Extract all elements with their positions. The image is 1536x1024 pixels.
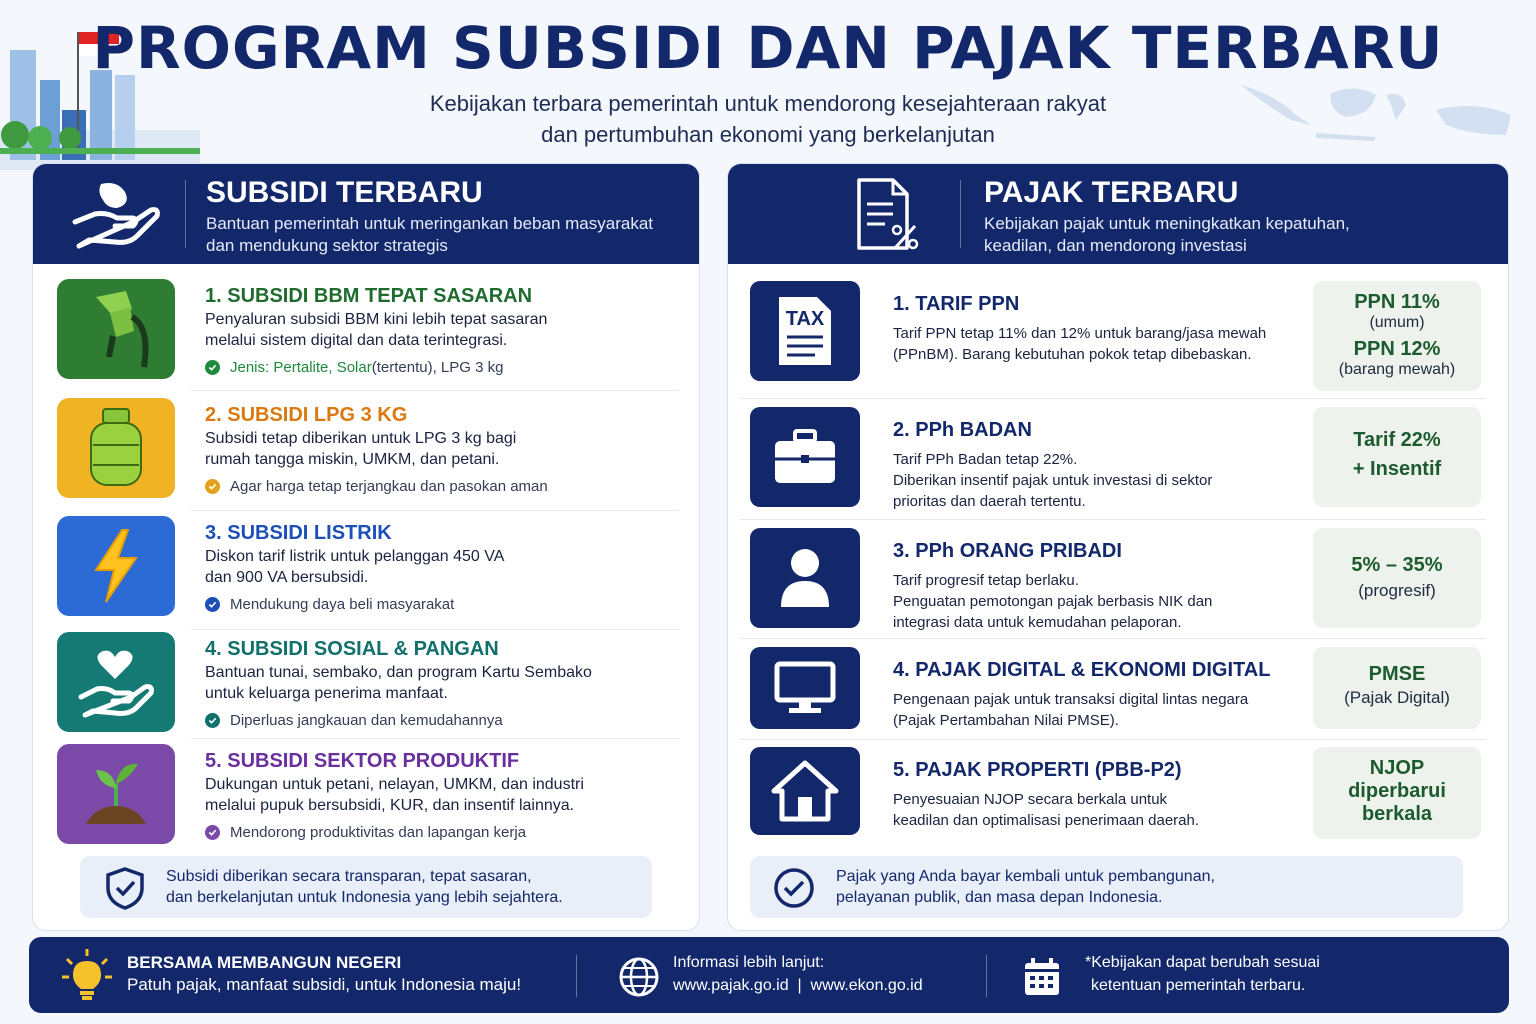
pajak-item-ppn (750, 281, 1490, 393)
note-highlight: Jenis: Pertalite, Solar (230, 359, 372, 376)
rate-badge (1313, 647, 1481, 729)
item-divider (740, 519, 1486, 520)
desc-line: Penyesuaian NJOP secara berkala untuk (893, 791, 1168, 808)
check-circle-icon (205, 713, 220, 728)
rate-badge (1313, 407, 1481, 507)
item-divider (191, 510, 679, 511)
desc-line: melalui pupuk bersubsidi, KUR, dan insentif lainnya. (205, 797, 575, 814)
item-divider (191, 738, 679, 739)
item-description (893, 570, 1293, 633)
tax-document-icon (750, 281, 860, 381)
pajak-item-digital (750, 647, 1490, 759)
subsidi-item-listrik (57, 516, 679, 622)
disclaimer-line: *Kebijakan dapat berubah sesuai (1085, 954, 1320, 971)
badge-note: (progresif) (1358, 581, 1436, 600)
footer-text (836, 866, 1215, 908)
badge-value: 5% – 35% (1351, 554, 1443, 576)
sprout-icon (57, 744, 175, 844)
footer-line: Subsidi diberikan secara transparan, tepat sasaran, (166, 868, 532, 885)
desc-line: melalui sistem digital dan data terintegrasi. (205, 332, 508, 349)
note-text: (tertentu), LPG 3 kg (371, 359, 504, 376)
hand-giving-icon (55, 176, 175, 252)
desc-line: Tarif PPN tetap 11% dan 12% untuk barang/jasa mewah (893, 325, 1267, 342)
item-description (205, 774, 675, 816)
footer-line: dan berkelanjutan untuk Indonesia yang lebih sejahtera. (166, 889, 563, 906)
desc-line: Kebijakan pajak untuk meningkatkan kepatuhan, (984, 214, 1350, 233)
monitor-icon (750, 647, 860, 729)
badge-note: (umum) (1369, 314, 1425, 331)
item-note (205, 824, 526, 841)
disclaimer-line: ketentuan pemerintah terbaru. (1091, 977, 1306, 994)
person-icon (750, 528, 860, 628)
rate-badge (1313, 747, 1481, 839)
tax-percent-document-icon (828, 176, 948, 252)
desc-line: Tarif PPh Badan tetap 22%. (893, 451, 1078, 468)
item-title: 2. PPh BADAN (893, 419, 1032, 441)
badge-value: + Insentif (1352, 458, 1442, 480)
item-divider (740, 398, 1486, 399)
item-title: 1. SUBSIDI BBM TEPAT SASARAN (205, 285, 533, 307)
item-note (205, 712, 503, 729)
item-description (205, 546, 675, 588)
pajak-header (728, 164, 1508, 264)
lightning-icon (57, 516, 175, 616)
bar-divider (576, 955, 577, 997)
desc-line: dan 900 VA bersubsidi. (205, 569, 369, 586)
subtitle-line: dan pertumbuhan ekonomi yang berkelanjutan (541, 122, 995, 147)
header-divider (185, 180, 186, 248)
desc-line: dan mendukung sektor strategis (206, 236, 448, 255)
subsidi-header (33, 164, 699, 264)
item-title: 4. SUBSIDI SOSIAL & PANGAN (205, 638, 499, 660)
desc-line: Bantuan tunai, sembako, dan program Kartu Sembako (205, 664, 592, 681)
lightbulb-icon (61, 947, 113, 1003)
subtitle-line: Kebijakan terbara pemerintah untuk mendorong kesejahteraan rakyat (429, 91, 1107, 116)
desc-line: (PPnBM). Barang kebutuhan pokok tetap dibebaskan. (893, 346, 1252, 363)
desc-line: Bantuan pemerintah untuk meringankan beban masyarakat (206, 214, 654, 233)
slogan-text: Patuh pajak, manfaat subsidi, untuk Indonesia maju! (127, 975, 522, 994)
badge-value: PMSE (1368, 663, 1426, 685)
desc-line: Dukungan untuk petani, nelayan, UMKM, dan industri (205, 776, 584, 793)
desc-line: Diberikan insentif pajak untuk investasi di sektor (893, 472, 1213, 489)
desc-line: prioritas dan daerah tertentu. (893, 493, 1086, 510)
item-title: 4. PAJAK DIGITAL & EKONOMI DIGITAL (893, 659, 1271, 681)
pajak-title: PAJAK TERBARU (984, 176, 1239, 209)
gas-cylinder-icon (57, 398, 175, 498)
footer-line: Pajak yang Anda bayar kembali untuk pembangunan, (836, 868, 1215, 885)
rate-badge (1313, 528, 1481, 628)
check-circle-icon (205, 360, 220, 375)
badge-value: diperbarui (1348, 780, 1446, 802)
briefcase-icon (750, 407, 860, 507)
item-note (205, 359, 503, 376)
item-description (205, 428, 675, 470)
calendar-icon (1023, 957, 1061, 997)
desc-line: untuk keluarga penerima manfaat. (205, 685, 448, 702)
item-title: 3. PPh ORANG PRIBADI (893, 540, 1122, 562)
info-links[interactable]: www.pajak.go.id | www.ekon.go.id (673, 977, 923, 994)
subsidi-panel (32, 163, 700, 931)
badge-note: (barang mewah) (1338, 361, 1456, 378)
item-description (893, 789, 1293, 831)
pajak-panel (727, 163, 1509, 931)
desc-line: Tarif progresif tetap berlaku. (893, 572, 1079, 589)
desc-line: keadilan, dan mendorong investasi (984, 236, 1247, 255)
note-text: Agar harga tetap terjangkau dan pasokan aman (230, 478, 548, 495)
badge-value: berkala (1361, 803, 1433, 825)
shield-check-icon (104, 866, 146, 910)
pajak-item-pph-badan (750, 407, 1490, 519)
info-label: Informasi lebih lanjut: (673, 954, 825, 971)
item-title: 3. SUBSIDI LISTRIK (205, 522, 392, 544)
item-description (205, 309, 675, 351)
desc-line: Pengenaan pajak untuk transaksi digital lintas negara (893, 691, 1249, 708)
item-title: 5. SUBSIDI SEKTOR PRODUKTIF (205, 750, 520, 772)
bottom-info-bar (29, 937, 1509, 1013)
note-text: Mendukung daya beli masyarakat (230, 596, 455, 613)
item-title: 5. PAJAK PROPERTI (PBB-P2) (893, 759, 1182, 781)
item-title: 2. SUBSIDI LPG 3 KG (205, 404, 408, 426)
item-description (893, 689, 1313, 731)
desc-line: Penguatan pemotongan pajak berbasis NIK dan (893, 593, 1213, 610)
item-description (205, 662, 675, 704)
desc-line: Subsidi tetap diberikan untuk LPG 3 kg bagi (205, 430, 517, 447)
badge-note: (Pajak Digital) (1344, 688, 1450, 707)
slogan-title: BERSAMA MEMBANGUN NEGERI (127, 953, 402, 972)
footer-line: pelayanan publik, dan masa depan Indonesia. (836, 889, 1163, 906)
desc-line: keadilan dan optimalisasi penerimaan daerah. (893, 812, 1200, 829)
pajak-item-properti (750, 747, 1490, 859)
badge-value: Tarif 22% (1353, 429, 1441, 451)
item-divider (740, 739, 1486, 740)
desc-line: rumah tangga miskin, UMKM, dan petani. (205, 451, 500, 468)
item-divider (191, 390, 679, 391)
item-note (205, 596, 454, 613)
check-circle-icon (205, 479, 220, 494)
desc-line: Penyaluran subsidi BBM kini lebih tepat sasaran (205, 311, 548, 328)
subsidi-item-bbm (57, 279, 679, 385)
pajak-footer-note (750, 856, 1463, 918)
item-description (893, 449, 1293, 512)
rate-badge (1313, 281, 1481, 391)
house-icon (750, 747, 860, 835)
desc-line: (Pajak Pertambahan Nilai PMSE). (893, 712, 1119, 729)
check-circle-icon (205, 597, 220, 612)
item-note (205, 478, 548, 495)
tax-label-text: TAX (785, 308, 825, 330)
bar-divider (986, 955, 987, 997)
item-title: 1. TARIF PPN (893, 293, 1020, 315)
fuel-nozzle-icon (57, 279, 175, 379)
desc-line: Diskon tarif listrik untuk pelanggan 450 VA (205, 548, 505, 565)
page-subtitle (330, 88, 1206, 150)
desc-line: integrasi data untuk kemudahan pelaporan. (893, 614, 1182, 631)
subsidi-description (206, 213, 653, 257)
subsidi-title: SUBSIDI TERBARU (206, 176, 483, 209)
check-circle-icon (772, 866, 816, 910)
item-description (893, 323, 1313, 365)
badge-value: NJOP (1369, 757, 1425, 779)
pajak-item-pph-orang-pribadi (750, 528, 1490, 640)
note-text: Diperluas jangkauan dan kemudahannya (230, 712, 503, 729)
item-divider (191, 629, 679, 630)
heart-hand-icon (57, 632, 175, 732)
badge-value: PPN 11% (1354, 291, 1440, 313)
subsidi-item-sektor-produktif (57, 744, 679, 850)
footer-text (166, 866, 563, 908)
header-divider (960, 180, 961, 248)
globe-icon (617, 955, 661, 999)
pajak-description (984, 213, 1350, 257)
item-divider (740, 638, 1486, 639)
subsidi-footer-note (80, 856, 652, 918)
check-circle-icon (205, 825, 220, 840)
subsidi-item-sosial-pangan (57, 632, 679, 738)
subsidi-item-lpg (57, 398, 679, 504)
badge-value: PPN 12% (1353, 338, 1441, 360)
indonesia-map-illustration (1236, 75, 1516, 155)
page-title: PROGRAM SUBSIDI DAN PAJAK TERBARU (92, 14, 1444, 82)
note-text: Mendorong produktivitas dan lapangan kerja (230, 824, 527, 841)
